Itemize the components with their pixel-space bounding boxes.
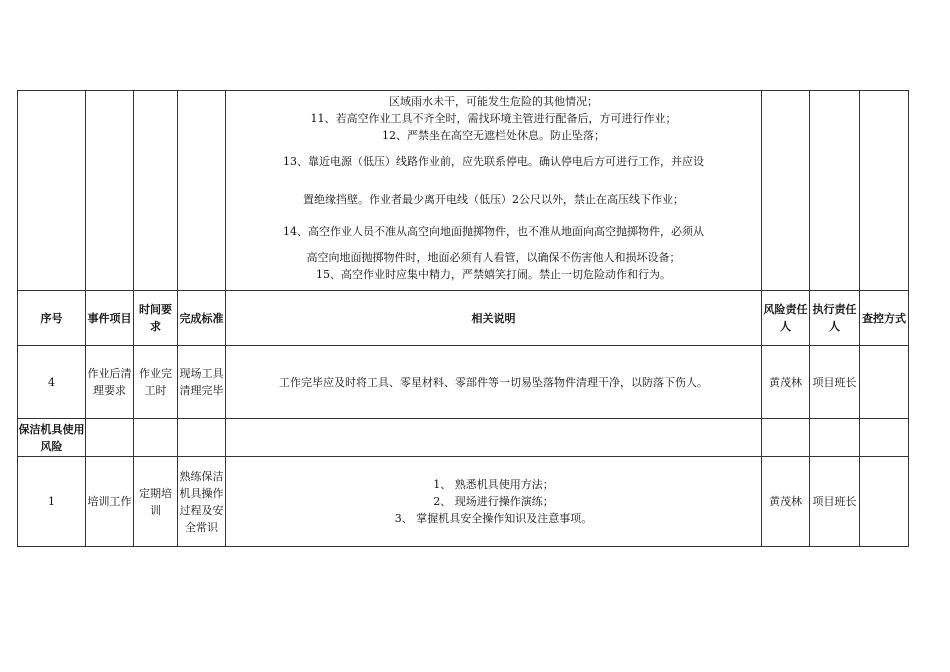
cell-empty bbox=[134, 91, 178, 291]
row-exec-person: 项目班长 bbox=[810, 457, 860, 547]
cell-empty bbox=[134, 419, 178, 457]
continuation-row bbox=[18, 91, 909, 291]
cell-empty bbox=[86, 419, 134, 457]
header-event: 事件项目 bbox=[86, 291, 134, 346]
row-risk-person: 黄茂林 bbox=[762, 346, 810, 419]
cell-empty bbox=[762, 419, 810, 457]
cell-empty bbox=[860, 419, 909, 457]
cell-empty bbox=[178, 419, 226, 457]
header-row bbox=[18, 291, 909, 346]
row-standard: 现场工具清理完毕 bbox=[178, 346, 226, 419]
cell-empty bbox=[762, 91, 810, 291]
risk-table bbox=[17, 90, 909, 547]
section-title: 保洁机具使用风险 bbox=[18, 419, 86, 457]
row-event: 培训工作 bbox=[86, 457, 134, 547]
header-standard: 完成标准 bbox=[178, 291, 226, 346]
row-seq: 4 bbox=[18, 346, 86, 419]
desc-line: 2、 现场进行操作演练； bbox=[433, 495, 554, 508]
desc-line: 13、靠近电源（低压）线路作业前，应先联系停电。确认停电后方可进行工作，并应设 bbox=[283, 155, 704, 168]
row-seq: 1 bbox=[18, 457, 86, 547]
desc-line: 1、 熟悉机具使用方法； bbox=[433, 478, 554, 491]
row-risk-person: 黄茂林 bbox=[762, 457, 810, 547]
row-check-method bbox=[860, 346, 909, 419]
continuation-description bbox=[226, 91, 762, 291]
cell-empty bbox=[178, 91, 226, 291]
cell-empty bbox=[860, 91, 909, 291]
cell-empty bbox=[86, 91, 134, 291]
header-risk-person: 风险责任人 bbox=[762, 291, 810, 346]
cell-empty bbox=[18, 91, 86, 291]
header-description: 相关说明 bbox=[226, 291, 762, 346]
row-description: 工作完毕应及时将工具、零星材料、零部件等一切易坠落物件清理干净，以防落下伤人。 bbox=[226, 346, 762, 419]
row-time: 作业完工时 bbox=[134, 346, 178, 419]
table-row bbox=[18, 346, 909, 419]
cell-empty bbox=[810, 419, 860, 457]
desc-line: 11、若高空作业工具不齐全时，需找环境主管进行配备后，方可进行作业； bbox=[310, 112, 677, 125]
row-description bbox=[226, 457, 762, 547]
desc-line: 3、 掌握机具安全操作知识及注意事项。 bbox=[394, 512, 593, 525]
desc-line: 置绝缘挡壁。作业者最少离开电线（低压）2公尺以外，禁止在高压线下作业； bbox=[303, 193, 684, 206]
desc-line: 高空向地面抛掷物件时，地面必须有人看管，以确保不伤害他人和损坏设备； bbox=[306, 251, 681, 264]
desc-line: 区域雨水未干，可能发生危险的其他情况； bbox=[389, 95, 598, 108]
table-row bbox=[18, 457, 909, 547]
header-check-method: 查控方式 bbox=[860, 291, 909, 346]
row-standard: 熟练保洁机具操作过程及安全常识 bbox=[178, 457, 226, 547]
cell-empty bbox=[226, 419, 762, 457]
row-exec-person: 项目班长 bbox=[810, 346, 860, 419]
row-event: 作业后清理要求 bbox=[86, 346, 134, 419]
section-row bbox=[18, 419, 909, 457]
desc-line: 15、高空作业时应集中精力，严禁嬉笑打闹。禁止一切危险动作和行为。 bbox=[316, 268, 671, 281]
desc-line: 14、高空作业人员不准从高空向地面抛掷物件，也不准从地面向高空抛掷物件，必须从 bbox=[283, 225, 704, 238]
row-check-method bbox=[860, 457, 909, 547]
desc-line: 12、严禁坐在高空无遮栏处休息。防止坠落； bbox=[382, 129, 605, 142]
header-time: 时间要求 bbox=[134, 291, 178, 346]
header-seq: 序号 bbox=[18, 291, 86, 346]
cell-empty bbox=[810, 91, 860, 291]
row-time: 定期培训 bbox=[134, 457, 178, 547]
header-exec-person: 执行责任人 bbox=[810, 291, 860, 346]
